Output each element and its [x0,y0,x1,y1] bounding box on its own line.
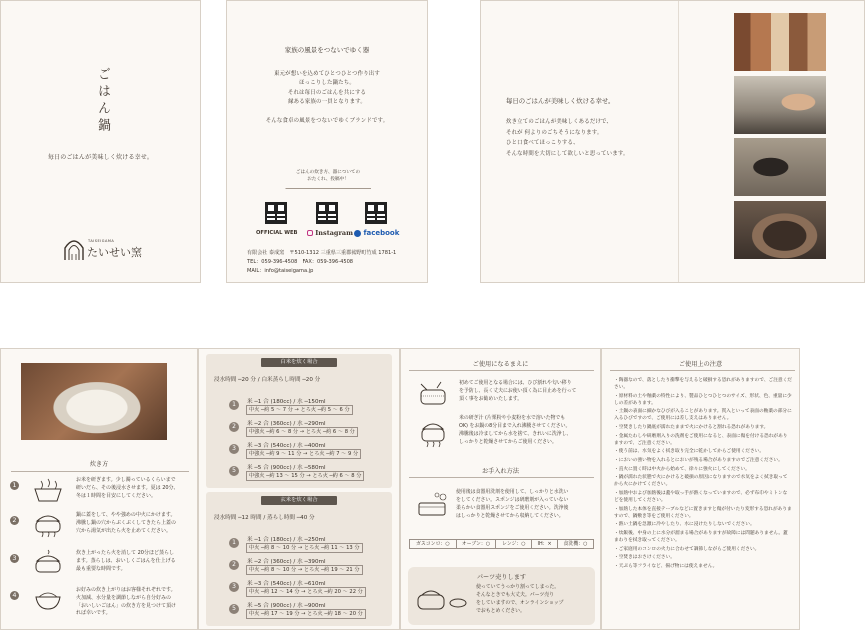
caution-item: ・炊飯後、中身の上に水分が溜まる場合がありますが故障には問題ありません。蓋まわりを拭き取ってください。 [614,531,788,544]
qr-label-instagram: Instagram [307,229,353,237]
white-row-1-heat: 中火 ─約 5 ～ 7 分 → とろ火 ─約 5 ～ 6 分 [246,405,353,415]
rice-bowl-icon [31,585,65,613]
caution-item: ・熱い土鍋を急激に冷やしたり、水に浸けたりしないでください。 [614,522,755,528]
caution-item: ・直火に置く時は中火から始めて、徐々に強火にしてください。 [614,466,750,472]
before-rule [409,370,594,371]
parts-box [408,567,595,625]
before-title: ご使用になるまえに [472,361,529,368]
step-2-number: 2 [10,516,19,525]
usage-panel [400,348,601,630]
step-2-text: 鍋に蓋をして、やや強めの中火にかけます。 沸騰し鍋の穴からぶくぶくしてきたら上蓋の 穴から湯気が出たら火を止めてください。 [76,512,177,534]
photo-cooked-rice [21,363,167,440]
white-row-3-heat: 中強火 ─約 9 ～ 11 分 → とろ火 ─約 7 ～ 9 分 [246,449,361,459]
speech-bubble: ごはんの炊き方、器についての おたくれ、投稿中！ [295,170,361,183]
brown-row-2-number: 2 [229,560,239,570]
qr-label-facebook: facebook [354,229,399,237]
story-panel [480,0,865,283]
qr-official-web[interactable] [265,202,287,224]
story-lead: 毎日のごはんが美味しく炊ける幸せ。 [506,97,615,105]
caution-rule [610,370,795,371]
brown-row-3-amount: 米 ─3 合 (540cc) / 水 ─610ml [247,581,326,587]
pot-boil-icon [413,419,453,449]
instagram-icon [307,230,313,236]
company-info: 有限会社 泰成窯 〒510-1312 三重県三重郡菰野町竹成 1781-1 TEL：059-396-4508 FAX：059-396-4508 MAIL：info@taiseigama.jp [247,250,397,274]
step-3-number: 3 [10,554,19,563]
chip-dishwasher: 食洗機：○ [563,541,588,547]
white-row-3-number: 3 [229,444,239,454]
brown-row-1-amount: 米 ─1 合 (180cc) / 水 ─250ml [247,537,326,543]
kiln-logo-icon [63,237,85,261]
step-4-number: 4 [10,591,19,600]
qr-instagram[interactable] [316,202,338,224]
qr-label-web: OFFICIAL WEB [256,230,298,236]
brown-row-1-number: 1 [229,538,239,548]
rice-wash-icon [31,477,65,503]
brown-row-3-heat: 中火 ─約 12 ～ 14 分 → とろ火 ─約 20 ～ 22 分 [246,587,366,597]
white-row-1-amount: 米 ─1 合 (180cc) / 水 ─150ml [247,399,326,405]
chip-range: レンジ：○ [496,540,532,548]
caution-panel [601,348,800,630]
before-text-1: 初めてご使用となる場合には、ひび割れや匂い移り を予防し、長く丈夫にお使い頂く為に目止めを行って 頂く事をお勧めいたします。 [459,380,577,402]
brown-row-4-amount: 米 ─5 合 (900cc) / 水 ─900ml [247,603,326,609]
about-text: 東元が想いを込めてひとつひとつ作り出す ほっこりした鍋たち。 それは毎日のごはんを共にする 縁ある家族の一員となります。 そんな食卓の風景をつないでゆくブランドです。 [265,71,389,124]
before-text-2: 米の研ぎ汁 (片栗粉や小麦粉を水で溶いた物でも OK) をお鍋の8分目まで入れ沸騰させてください。 沸騰後は冷ましてから水を捨て、きれいに洗浄し、 しっかりと乾燥させてからご使用ください。 [459,415,572,445]
chip-ih: IH：× [532,540,558,548]
step-1-text: お米を研ぎます。少し濁っているくらいまで 研いだら、その後浸水させます。夏は 20分、 冬は１時間を目安にしてください。 [76,477,179,499]
pot-fire-icon [31,509,65,539]
chip-gas: ガスコンロ：○ [410,540,457,548]
about-heading: 家族の風景をつないでゆく器 [284,46,370,54]
photo-potter-wheel [734,76,826,134]
caution-item: ・加熱した本体を直接テーブルなどに置きますと傷が付いたり変形する恐れがありますので、鍋敷き等をご使用ください。 [614,506,792,519]
white-rice-summary: 浸水時間 ─20 分 / 白米蒸らし時間 ─20 分 [214,377,321,383]
howto-panel [0,348,198,630]
parts-title: パーツ売りします [476,574,527,581]
pot-parts-icon [414,585,468,615]
caution-item: ・鍋が濡れた状態で火にかけると破損の原因になりますので水気をよく拭き取ってから火にかけてください。 [614,475,788,488]
pot-steam-icon [31,547,65,577]
brown-row-4-number: 5 [229,604,239,614]
white-row-4-heat: 中強火 ─約 13 ～ 15 分 → とろ火 ─約 6 ～ 8 分 [246,471,364,481]
brown-rice-summary: 浸水時間 ─12 時間 / 蒸らし時間 ─40 分 [214,515,315,521]
caution-item: ・加熱中および加熱後は蓋や取っ手が熱くなっていますので、必ず布巾やミトンなどを使用してください。 [614,491,788,504]
care-title: お手入れ方法 [481,468,520,475]
cooking-table-panel [198,348,400,630]
caution-item: ・金属たわしや研磨剤入りの洗剤をご使用になると、表面に傷を付ける恐れがありますので、ご注意ください。 [614,433,788,446]
brown-row-2-heat: 中火 ─約 8 ～ 10 分 → とろ火 ─約 19 ～ 21 分 [246,565,363,575]
brown-row-2-amount: 米 ─2 合 (360cc) / 水 ─390ml [247,559,326,565]
caution-item: ・陶器なので、落としたり衝撃を与えると破損する恐れがありますので、ご注意ください。 [614,378,792,391]
caution-item: ・使う前は、水気をよく拭き取り完全に乾かしてからご使用ください。 [614,449,765,455]
about-panel [226,0,428,283]
cover-panel [0,0,201,283]
brown-row-1-heat: 中火 ─約 8 ～ 10 分 → とろ火 ─約 11 ～ 13 分 [246,543,363,553]
caution-list [614,377,792,572]
caution-title: ご使用上の注意 [678,361,723,368]
brown-row-3-number: 3 [229,582,239,592]
white-row-2-heat: 中強火 ─約 6 ～ 8 分 → とろ火 ─約 6 ～ 8 分 [246,427,358,437]
parts-text: 使っていてうっかり割ってしまった。 そんなときでも大丈夫。パーツ売り をしていますので、オンラインショップ でおもとめください。 [476,584,564,614]
howto-title: 炊き方 [89,461,109,468]
white-row-4-amount: 米 ─5 合 (900cc) / 水 ─580ml [247,465,326,471]
howto-title-rule [11,471,189,472]
caution-item: ・空焚きはおさけください。 [614,555,675,561]
brand-small: TAISEIGAMA [88,239,115,243]
care-text: 使用後は食器用洗剤を使用して、しっかりと水洗い をしてください。スポンジは研磨剤が入っていない 柔らかい食器用スポンジをご使用ください。洗浄後 はしっかりと乾燥させてから収納してください。 [456,489,569,519]
photo-trimming [734,138,826,196]
care-rule [409,477,594,478]
chip-oven: オーブン：○ [457,540,497,548]
white-rice-header: 白米を炊く場合 [261,358,337,367]
white-row-4-number: 5 [229,466,239,476]
caution-item: ・ご家庭用のコンロの火力に合わせて調節しながらご使用ください。 [614,546,760,552]
white-row-1-number: 1 [229,400,239,410]
step-4-text: お好みの炊き上がりはお客様それぞれです。 火加減、水分量を調節しながら自分好みの 「おいしいごはん」の炊き方を見つけて頂け れば幸いです。 [76,587,177,617]
story-text: 炊き立てのごはんが美味しくあるだけで、 それが 何よりのごちそうになります。 ひと口食べてほっこりする、 そんな時間を大切にして欲しいと思っています。 [506,119,629,157]
brand-logo [63,237,143,261]
white-row-3-amount: 米 ─3 合 (540cc) / 水 ─400ml [247,443,326,449]
bubble-lines [285,179,371,189]
brown-row-4-heat: 中火 ─約 17 ～ 19 分 → とろ火 ─約 18 ～ 20 分 [246,609,366,619]
appliance-chips [409,539,594,549]
caution-item: ・土鍋の表面に細かなひびが入ることがあります。貫入といって表面の釉薬の部分に入るひびですので、ご使用には差し支えはありません。 [614,409,792,422]
photo-workshop [734,13,826,71]
brown-rice-header: 玄米を炊く場合 [261,496,337,505]
caution-item: ・天ぷら等フライなど、揚げ物には使えません。 [614,563,718,569]
panel-fold [678,1,679,283]
step-3-text: 炊き上がったら火を消して 20分ほど蒸らし ます。蒸らしは、おいしくごはんを仕上げる 最も重要な時間です。 [76,550,176,572]
step-1-number: 1 [10,481,19,490]
white-row-2-amount: 米 ─2 合 (360cc) / 水 ─290ml [247,421,326,427]
sponge-icon [413,489,453,525]
caution-item: ・原材料の土や釉薬の特性により、製品ひとつひとつのサイズ、形状、色、重量に少しの差があります。 [614,393,792,406]
photo-glazing [734,201,826,259]
cover-tagline: 毎日のごはんが美味しく炊ける幸せ。 [47,154,154,161]
cover-title: ごはん鍋 [95,67,110,135]
white-row-2-number: 2 [229,422,239,432]
caution-item: ・空焚きしたり鍋底が濡れたままで火にかけると割れる恐れがあります。 [614,425,769,431]
brand-name: たいせい窯 [87,246,142,259]
caution-item: ・においの強い物を入れるとにおいが残る場合がありますのでご注意ください。 [614,458,783,464]
pot-measure-icon [413,378,453,408]
qr-facebook[interactable] [365,202,387,224]
facebook-icon [354,230,361,237]
